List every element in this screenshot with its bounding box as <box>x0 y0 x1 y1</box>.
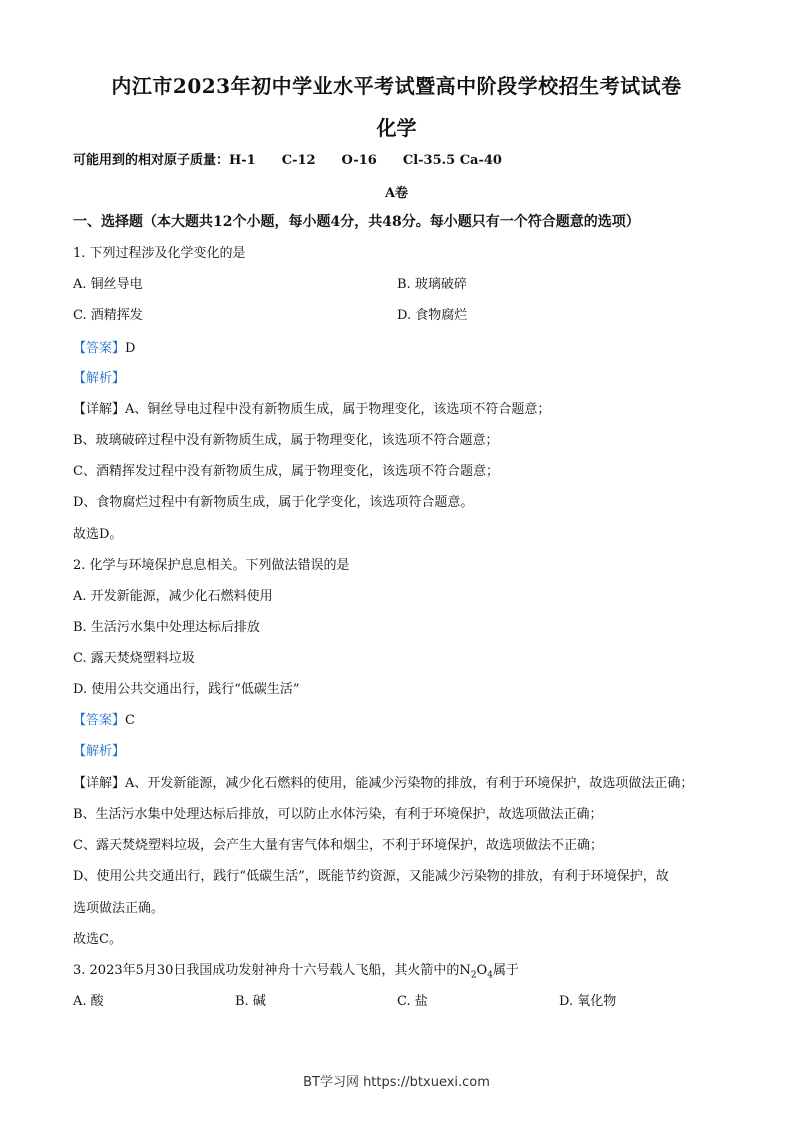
q3-stem-mid: O <box>476 963 488 978</box>
q2-stem: 2. 化学与环境保护息息相关。下列做法错误的是 <box>73 558 350 573</box>
q2-analysis-label: 【解析】 <box>73 744 126 759</box>
q2-detail-4b: 选项做法正确。 <box>73 901 165 916</box>
section-heading: 一、选择题（本大题共12个小题，每小题4分，共48分。每小题只有一个符合题意的选项） <box>73 214 640 230</box>
q3-stem <box>73 962 519 985</box>
q1-option-a: A. 铜丝导电 <box>73 277 143 292</box>
volume-label: A卷 <box>384 186 409 201</box>
detail-text: A、开发新能源，减少化石燃料的使用，能减少污染物的排放，有利于环境保护，故选项做法正确； <box>125 776 694 791</box>
q1-answer <box>73 340 135 358</box>
q2-option-a: A. 开发新能源，减少化石燃料使用 <box>73 589 273 604</box>
q1-option-d: D. 食物腐烂 <box>397 308 468 323</box>
answer-value: C <box>125 713 135 728</box>
q1-detail-1 <box>73 401 550 419</box>
detail-label: 【详解】 <box>73 776 126 791</box>
detail-label: 【详解】 <box>73 402 126 417</box>
q3-stem-post: 属于 <box>492 963 519 978</box>
q1-detail-3: C、酒精挥发过程中没有新物质生成，属于物理变化，该选项不符合题意； <box>73 464 499 479</box>
q2-option-b: B. 生活污水集中处理达标后排放 <box>73 620 260 635</box>
answer-value: D <box>125 341 136 356</box>
q1-analysis-label: 【解析】 <box>73 371 126 386</box>
q1-detail-2: B、玻璃破碎过程中没有新物质生成，属于物理变化，该选项不符合题意； <box>73 433 499 448</box>
q2-answer <box>73 712 135 730</box>
answer-label: 【答案】 <box>73 713 126 728</box>
q3-sub-1: 2 <box>470 970 477 981</box>
q2-option-c: C. 露天焚烧塑料垃圾 <box>73 651 195 666</box>
q3-stem-pre: 3. 2023年5月30日我国成功发射神舟十六号载人飞船，其火箭中的N <box>73 963 471 978</box>
subject-title: 化学 <box>376 116 417 140</box>
exam-title: 内江市2023年初中学业水平考试暨高中阶段学校招生考试试卷 <box>111 74 682 98</box>
q2-conclusion: 故选C。 <box>73 932 122 947</box>
q2-detail-1 <box>73 775 693 793</box>
q3-option-c: C. 盐 <box>397 994 428 1009</box>
q2-detail-3: C、露天焚烧塑料垃圾，会产生大量有害气体和烟尘，不利于环境保护，故选项做法不正确； <box>73 838 603 853</box>
q3-sub-2: 4 <box>487 970 493 981</box>
answer-label: 【答案】 <box>73 341 126 356</box>
q3-option-a: A. 酸 <box>73 994 104 1009</box>
q1-conclusion: 故选D。 <box>73 527 123 542</box>
footer-watermark: BT学习网 https://btxuexi.com <box>303 1075 490 1090</box>
q1-option-b: B. 玻璃破碎 <box>397 277 467 292</box>
q1-detail-4: D、食物腐烂过程中有新物质生成，属于化学变化，该选项符合题意。 <box>73 495 474 510</box>
q2-detail-2: B、生活污水集中处理达标后排放，可以防止水体污染，有利于环境保护，故选项做法正确； <box>73 807 603 822</box>
q1-option-c: C. 酒精挥发 <box>73 308 143 323</box>
q1-stem: 1. 下列过程涉及化学变化的是 <box>73 246 246 261</box>
atomic-masses: 可能用到的相对原子质量：H-1 C-12 O-16 Cl-35.5 Ca-40 <box>73 153 502 168</box>
q2-option-d: D. 使用公共交通出行，践行“低碳生活” <box>73 682 300 697</box>
q3-option-d: D. 氧化物 <box>559 994 617 1009</box>
q3-option-b: B. 碱 <box>235 994 266 1009</box>
q2-detail-4a: D、使用公共交通出行，践行“低碳生活”，既能节约资源，又能减少污染物的排放，有利于环境保护，故 <box>73 869 669 884</box>
detail-text: A、铜丝导电过程中没有新物质生成，属于物理变化，该选项不符合题意； <box>125 402 551 417</box>
